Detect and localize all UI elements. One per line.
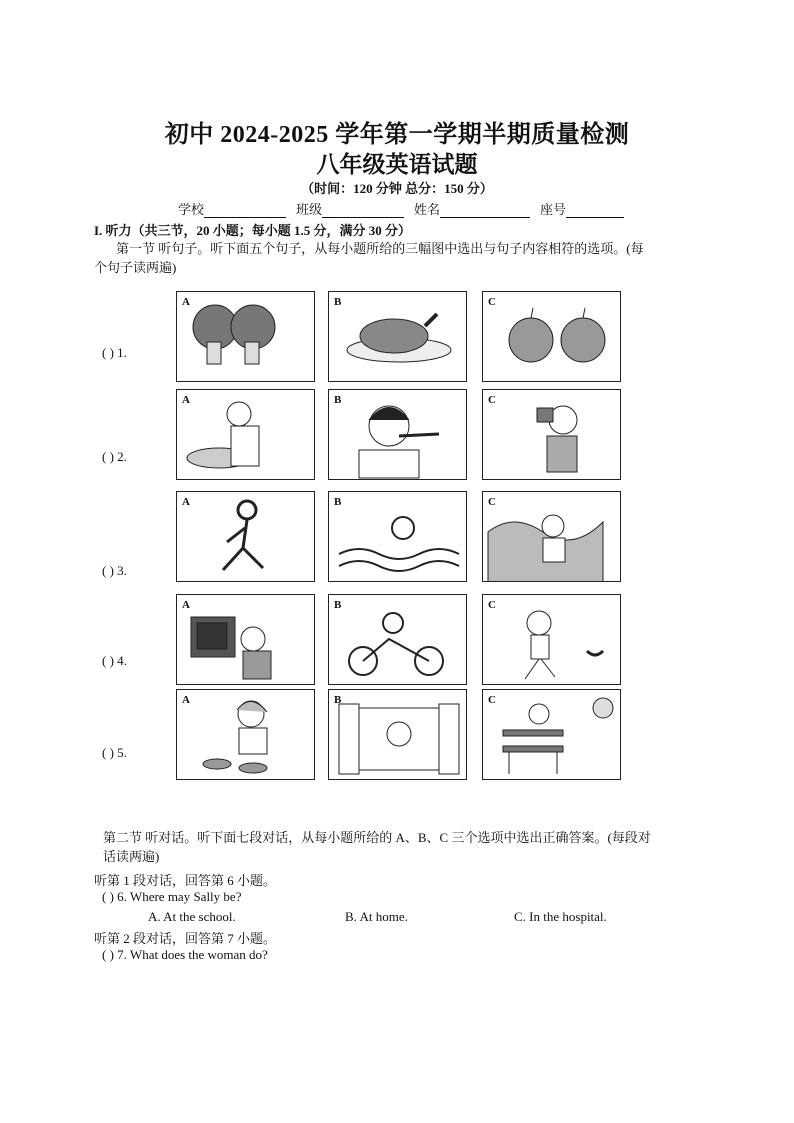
option-label: A — [182, 694, 190, 706]
woman-brushing-teeth-icon — [329, 390, 466, 479]
apples-icon — [483, 292, 620, 381]
picture-option-c — [482, 389, 621, 480]
listening-heading: I. 听力（共三节，20 小题；每小题 1.5 分，满分 30 分） — [94, 223, 412, 238]
picture-question-number: ( ) 1. — [102, 345, 127, 360]
school-blank[interactable] — [204, 203, 286, 218]
student-info-line — [178, 199, 634, 218]
tv-repair-icon — [177, 595, 314, 684]
woman-cooking-icon — [177, 690, 314, 779]
part1-instruction: 第一节 听句子。听下面五个句子，从每小题所给的三幅图中选出与句子内容相符的选项。(每 — [116, 241, 644, 256]
man-drinking-icon — [483, 390, 620, 479]
option-label: B — [334, 394, 342, 406]
picture-question-number: ( ) 2. — [102, 449, 127, 464]
class-label: 班级 — [296, 202, 323, 217]
seat-blank[interactable] — [566, 203, 624, 218]
option-label: C — [488, 496, 496, 508]
picture-question-number: ( ) 4. — [102, 653, 127, 668]
exam-title: 初中 2024-2025 学年第一学期半期质量检测 — [164, 122, 630, 148]
option-label: B — [334, 296, 342, 308]
option-label: C — [488, 599, 496, 611]
time-score-info: （时间：120 分钟 总分：150 分） — [301, 181, 493, 196]
girl-on-bench-icon — [483, 690, 620, 779]
picture-option-c — [482, 291, 621, 382]
dialog2-intro: 听第 2 段对话，回答第 7 小题。 — [94, 931, 277, 946]
roast-chicken-icon — [329, 292, 466, 381]
picture-option-a — [176, 491, 315, 582]
class-blank[interactable] — [322, 203, 404, 218]
school-label: 学校 — [178, 202, 205, 217]
picture-option-a — [176, 389, 315, 480]
picture-option-a — [176, 291, 315, 382]
picture-option-b — [328, 491, 467, 582]
motorcycle-icon — [329, 595, 466, 684]
girl-at-window-icon — [329, 690, 466, 779]
seat-label: 座号 — [540, 202, 567, 217]
picture-option-b — [328, 291, 467, 382]
part2-instruction: 第二节 听对话。听下面七段对话，从每小题所给的 A、B、C 三个选项中选出正确答案。(每段对 — [103, 830, 651, 845]
option-label: C — [488, 394, 496, 406]
question-7: ( ) 7. What does the woman do? — [102, 947, 268, 962]
option-label: A — [182, 394, 190, 406]
picture-option-c — [482, 491, 621, 582]
option-label: B — [334, 694, 342, 706]
picture-option-a — [176, 689, 315, 780]
question-6: ( ) 6. Where may Sally be? — [102, 889, 242, 904]
q6-option-b: B. At home. — [345, 909, 408, 924]
q6-option-c: C. In the hospital. — [514, 909, 607, 924]
picture-option-b — [328, 594, 467, 685]
picture-option-b — [328, 689, 467, 780]
option-label: A — [182, 496, 190, 508]
picture-option-c — [482, 594, 621, 685]
boy-eating-noodles-icon — [177, 390, 314, 479]
boy-throwing-banana-icon — [483, 595, 620, 684]
picture-option-a — [176, 594, 315, 685]
picture-option-c — [482, 689, 621, 780]
part2-instruction-cont: 话读两遍) — [103, 849, 160, 864]
option-label: C — [488, 694, 496, 706]
dialog1-intro: 听第 1 段对话，回答第 6 小题。 — [94, 873, 277, 888]
option-label: A — [182, 599, 190, 611]
part1-instruction-cont: 个句子读两遍) — [94, 260, 177, 275]
option-label: B — [334, 599, 342, 611]
picture-option-b — [328, 389, 467, 480]
man-walking-icon — [177, 492, 314, 581]
vegetables-icon — [177, 292, 314, 381]
picture-question-number: ( ) 5. — [102, 745, 127, 760]
option-label: C — [488, 296, 496, 308]
name-blank[interactable] — [440, 203, 530, 218]
q6-option-a: A. At the school. — [148, 909, 236, 924]
option-label: B — [334, 496, 342, 508]
option-label: A — [182, 296, 190, 308]
picture-question-number: ( ) 3. — [102, 563, 127, 578]
exam-subtitle: 八年级英语试题 — [316, 152, 478, 177]
boy-swimming-icon — [329, 492, 466, 581]
boy-hiking-icon — [483, 492, 620, 581]
name-label: 姓名 — [414, 202, 441, 217]
